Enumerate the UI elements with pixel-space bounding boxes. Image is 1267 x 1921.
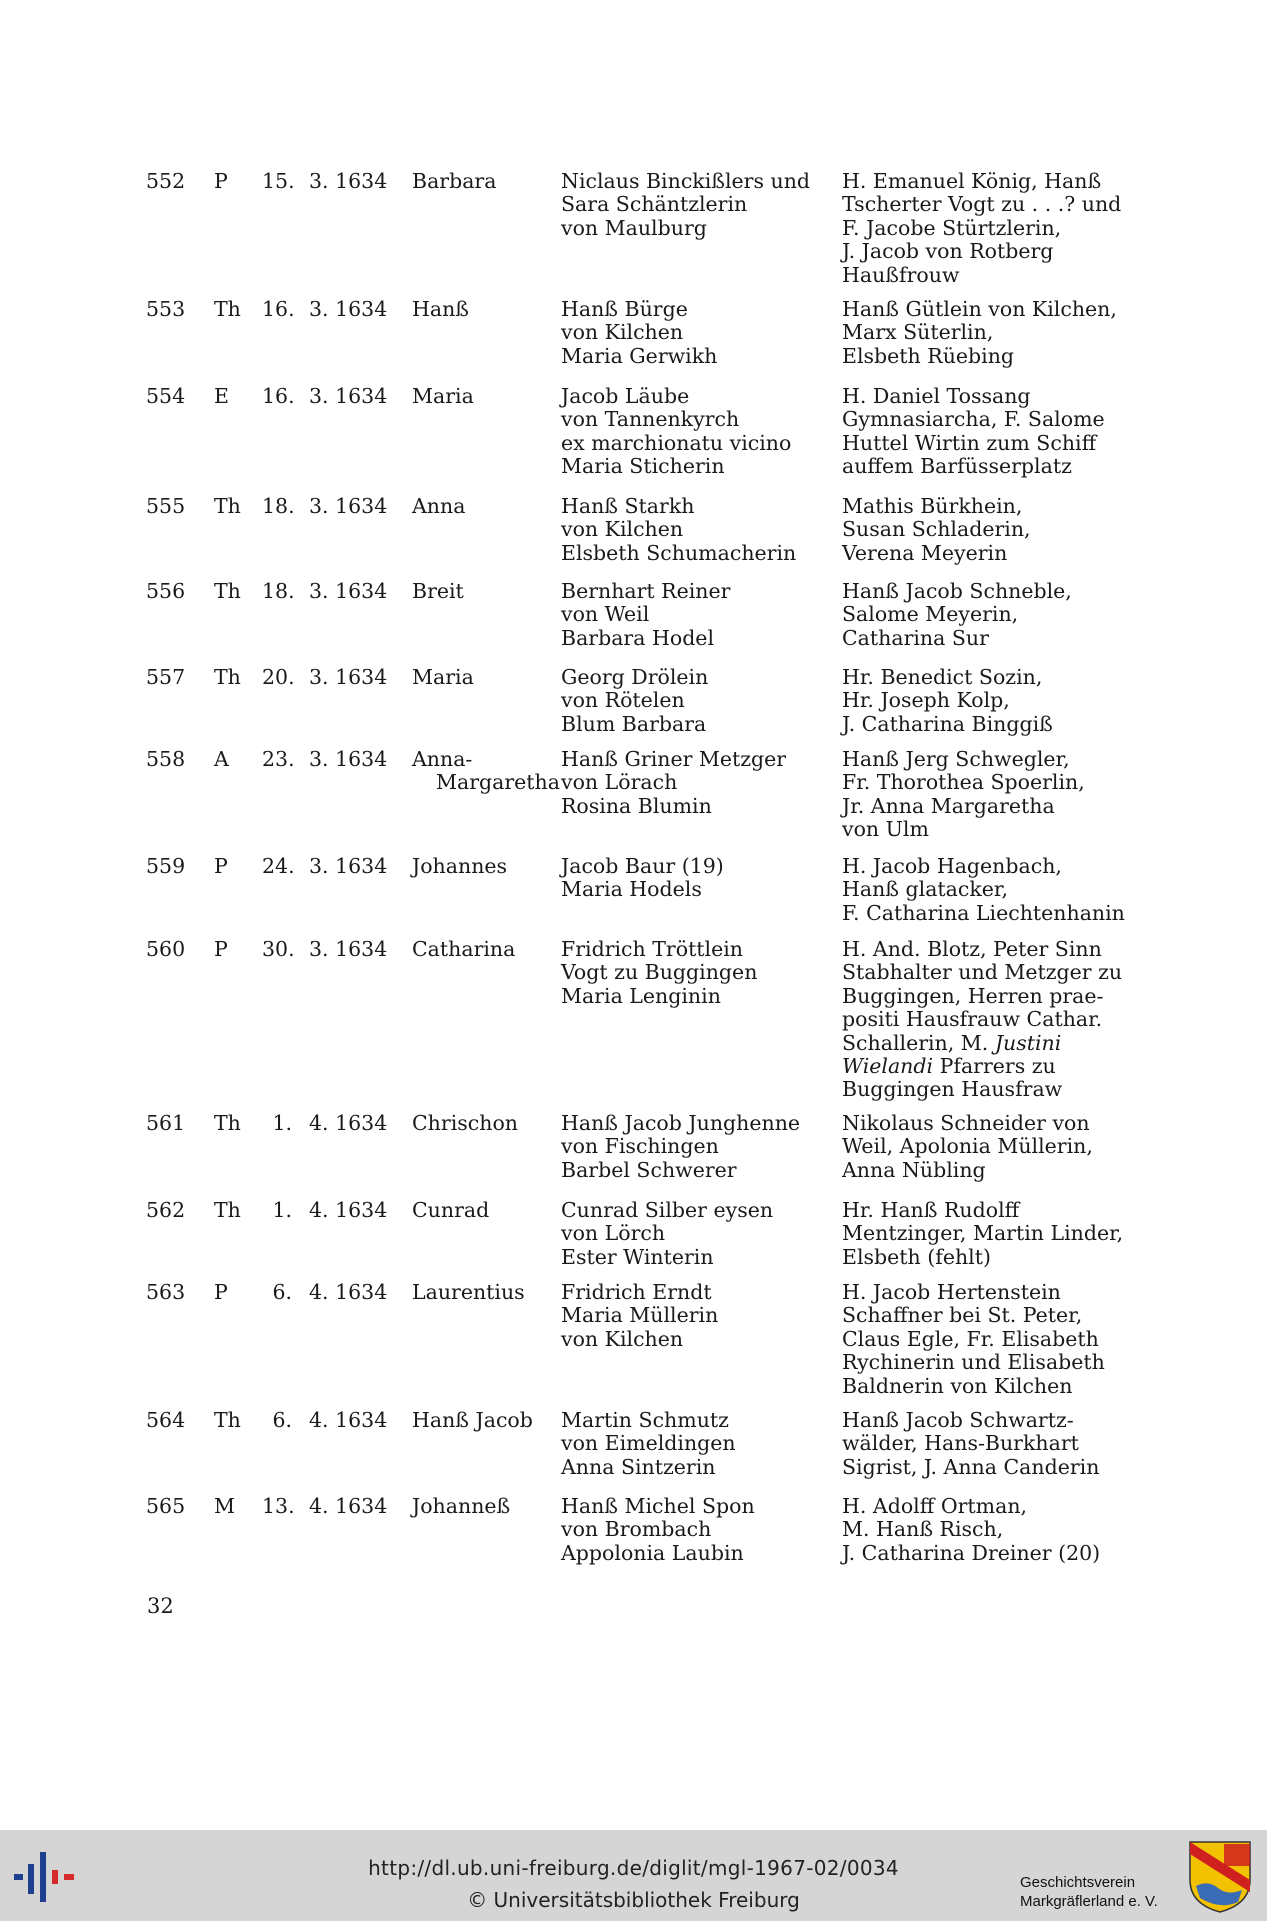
parents-list-line: von Weil [561,602,650,627]
child-name-line: Anna [412,494,466,518]
godparents-list [842,666,1053,736]
godparents-list-line: Anna Nübling [842,1157,986,1182]
parents-list-line: Hanß Starkh [561,494,695,518]
godparents-list [842,1199,1123,1269]
parents-list-line: Hanß Griner Metzger [561,747,787,771]
parents-list-line: Appolonia Laubin [561,1540,744,1565]
entry-day: 30. [262,937,295,961]
entry-number: 552 [146,169,186,193]
godparents-list-line: Hr. Hanß Rudolff [842,1198,1020,1222]
child-name-line: Margaretha [436,770,560,795]
godparents-list [842,1281,1105,1398]
parents-list [561,1495,755,1565]
child-name-line: Barbara [412,169,497,193]
child-name [412,1199,489,1222]
child-name-line: Hanß Jacob [412,1408,533,1432]
parents-list [561,748,786,818]
entry-day: 18. [262,494,295,518]
parents-list-line: Maria Sticherin [561,454,725,479]
godparents-list-line: Schallerin, M. Justini [842,1030,1062,1055]
entry-number: 556 [146,579,186,603]
parents-list-line: Hanß Michel Spon [561,1494,755,1518]
parents-list-line: Ester Winterin [561,1244,714,1269]
parents-list-line: von Maulburg [561,215,707,240]
godparents-list-line: Wielandi Pfarrers zu [842,1054,1056,1079]
godparents-list-line: Schaffner bei St. Peter, [842,1303,1083,1328]
godparents-list-line: Buggingen Hausfraw [842,1077,1063,1102]
entry-class: P [214,169,228,193]
godparents-list-line: Claus Egle, Fr. Elisabeth [842,1326,1099,1351]
parents-list-line: Maria Lenginin [561,983,721,1008]
entry-number: 555 [146,494,186,518]
entry-month-year: 3. 1634 [309,937,388,961]
godparents-list-line: positi Hausfrauw Cathar. [842,1007,1103,1032]
parents-list-line: Georg Drölein [561,665,709,689]
godparents-list-line: Hanß Jacob Schwartz- [842,1408,1074,1432]
entry-class: P [214,854,228,878]
entry-month-year: 3. 1634 [309,494,388,518]
parents-list-line: von Kilchen [561,1326,684,1351]
parents-list-line: Rosina Blumin [561,793,712,818]
godparents-list-line: H. Jacob Hertenstein [842,1280,1061,1304]
child-name-line: Laurentius [412,1280,525,1304]
parents-list [561,1409,736,1479]
markgraeflerland-crest-icon [1188,1840,1252,1914]
parents-list-line: Maria Müllerin [561,1303,719,1328]
parents-list-line: von Lörach [561,770,678,795]
parents-list-line: Elsbeth Schumacherin [561,540,797,565]
entry-class: Th [214,665,241,689]
child-name-line: Anna- [412,747,473,771]
godparents-list-line: H. Emanuel König, Hanß [842,169,1102,193]
entry-day: 20. [262,665,295,689]
entry-number: 563 [146,1280,186,1304]
entry-month-year: 4. 1634 [309,1408,388,1432]
entry-number: 553 [146,297,186,321]
parents-list-line: ex marchionatu vicino [561,430,792,455]
godparents-list-line: Verena Meyerin [842,540,1008,565]
child-name [412,298,469,321]
parents-list-line: von Tannenkyrch [561,407,740,432]
godparents-list-line: Weil, Apolonia Müllerin, [842,1134,1093,1159]
child-name-line: Breit [412,579,464,603]
entry-month-year: 3. 1634 [309,169,388,193]
entry-class: A [214,747,229,771]
entry-class: Th [214,1111,241,1135]
entry-month-year: 4. 1634 [309,1111,388,1135]
godparents-list-line: auffem Barfüsserplatz [842,454,1072,479]
entry-day: 23. [262,747,295,771]
parents-list [561,1112,800,1182]
parents-list-line: Hanß Bürge [561,297,688,321]
parents-list [561,1281,718,1351]
parents-list-line: Maria Gerwikh [561,343,718,368]
entry-month-year: 3. 1634 [309,579,388,603]
child-name-line: Maria [412,665,474,689]
parents-list [561,385,791,479]
godparents-list-line: H. Jacob Hagenbach, [842,854,1062,878]
godparents-list-line: Buggingen, Herren prae- [842,983,1104,1008]
child-name [412,1495,510,1518]
entry-class: Th [214,579,241,603]
godparents-list [842,938,1122,1102]
godparents-list [842,495,1031,565]
parents-list-line: Anna Sintzerin [561,1454,716,1479]
source-url-link[interactable]: http://dl.ub.uni-freiburg.de/diglit/mgl-1967-02/0034 [368,1856,899,1880]
child-name-line: Chrischon [412,1111,518,1135]
entry-month-year: 3. 1634 [309,384,388,408]
entry-number: 558 [146,747,186,771]
entry-class: Th [214,494,241,518]
entry-number: 554 [146,384,186,408]
godparents-list-line: Hanß Gütlein von Kilchen, [842,297,1117,321]
godparents-list-line: Rychinerin und Elisabeth [842,1350,1105,1375]
godparents-list-line: Catharina Sur [842,625,989,650]
parents-list [561,938,757,1008]
entry-month-year: 3. 1634 [309,854,388,878]
godparents-list-line: H. Adolff Ortman, [842,1494,1028,1518]
godparents-list-line: M. Hanß Risch, [842,1517,1004,1542]
entry-class: Th [214,297,241,321]
child-name-line: Cunrad [412,1198,490,1222]
parents-list-line: von Fischingen [561,1134,719,1159]
godparents-list-line: Hr. Benedict Sozin, [842,665,1043,689]
godparents-list-line: J. Catharina Binggiß [842,711,1053,736]
entry-number: 562 [146,1198,186,1222]
entry-class: E [214,384,229,408]
godparents-list-line: Mathis Bürkhein, [842,494,1023,518]
page-number: 32 [147,1594,174,1618]
parents-list-line: Sara Schäntzlerin [561,192,748,217]
entry-day: 16. [262,297,295,321]
entry-number: 565 [146,1494,186,1518]
parents-list [561,298,717,368]
entry-day: 6. [272,1408,292,1432]
parents-list-line: Martin Schmutz [561,1408,729,1432]
parents-list-line: Maria Hodels [561,877,702,902]
parents-list [561,580,730,650]
entry-number: 560 [146,937,186,961]
godparents-list-line: H. And. Blotz, Peter Sinn [842,937,1102,961]
parents-list [561,1199,773,1269]
godparents-list-line: Marx Süterlin, [842,320,994,345]
parents-list-line: Jacob Baur (19) [561,854,724,878]
footer-bar [0,1830,1267,1921]
godparents-list-line: J. Jacob von Rotberg [842,239,1054,264]
copyright-text: © Universitätsbibliothek Freiburg [467,1888,800,1912]
child-name-line: Catharina [412,937,516,961]
entry-day: 18. [262,579,295,603]
child-name [412,666,474,689]
godparents-list-line: F. Jacobe Stürtzlerin, [842,215,1062,240]
child-name-line: Johanneß [412,1494,511,1518]
godparents-list-line: Hr. Joseph Kolp, [842,688,1010,713]
entry-month-year: 3. 1634 [309,297,388,321]
godparents-list-line: Elsbeth Rüebing [842,343,1015,368]
entry-day: 15. [262,169,295,193]
child-name [412,855,507,878]
parents-list-line: Cunrad Silber eysen [561,1198,774,1222]
child-name [412,1281,525,1304]
godparents-list-line: Fr. Thorothea Spoerlin, [842,770,1085,795]
godparents-list-line: Haußfrouw [842,262,960,287]
parents-list-line: Jacob Läube [561,384,690,408]
parents-list-line: Fridrich Erndt [561,1280,712,1304]
child-name [412,938,515,961]
entry-class: P [214,1280,228,1304]
entry-month-year: 3. 1634 [309,747,388,771]
parents-list [561,170,810,240]
godparents-list [842,298,1117,368]
godparents-list [842,1112,1093,1182]
entry-month-year: 4. 1634 [309,1494,388,1518]
godparents-list-line: wälder, Hans-Burkhart [842,1431,1079,1456]
parents-list [561,855,724,902]
entry-day: 13. [262,1494,295,1518]
entry-number: 559 [146,854,186,878]
entry-number: 561 [146,1111,186,1135]
society-name [1020,1873,1158,1911]
child-name-line: Maria [412,384,474,408]
entry-class: M [214,1494,235,1518]
godparents-list [842,855,1125,925]
godparents-list-line: Salome Meyerin, [842,602,1019,627]
society-name-line2: Markgräflerland e. V. [1020,1893,1158,1910]
child-name [412,385,474,408]
entry-class: P [214,937,228,961]
godparents-list-line: H. Daniel Tossang [842,384,1031,408]
entry-day: 6. [272,1280,292,1304]
child-name-line: Hanß [412,297,469,321]
entry-month-year: 3. 1634 [309,665,388,689]
child-name [412,495,465,518]
godparents-list-line: Nikolaus Schneider von [842,1111,1090,1135]
child-name [412,170,496,193]
godparents-list-line: von Ulm [842,817,929,842]
godparents-list-line: Jr. Anna Margaretha [842,793,1055,818]
entry-day: 16. [262,384,295,408]
parents-list-line: Bernhart Reiner [561,579,731,603]
child-name [412,1112,518,1135]
parents-list-line: Barbara Hodel [561,625,714,650]
parents-list-line: von Kilchen [561,320,684,345]
child-name [412,1409,533,1432]
parents-list-line: von Kilchen [561,517,684,542]
entry-number: 564 [146,1408,186,1432]
parents-list-line: Blum Barbara [561,711,707,736]
entry-number: 557 [146,665,186,689]
godparents-list [842,580,1072,650]
parents-list-line: von Brombach [561,1517,712,1542]
godparents-list-line: Hanß glatacker, [842,877,1008,902]
entry-month-year: 4. 1634 [309,1198,388,1222]
godparents-list [842,1409,1099,1479]
godparents-list [842,1495,1100,1565]
godparents-list-line: Sigrist, J. Anna Canderin [842,1454,1100,1479]
parents-list [561,666,708,736]
parents-list-line: Fridrich Tröttlein [561,937,743,961]
entry-day: 1. [272,1111,292,1135]
parents-list-line: von Eimeldingen [561,1431,736,1456]
entry-month-year: 4. 1634 [309,1280,388,1304]
entry-day: 1. [272,1198,292,1222]
parents-list-line: von Rötelen [561,688,685,713]
entry-day: 24. [262,854,295,878]
godparents-list-line: F. Catharina Liechtenhanin [842,900,1125,925]
godparents-list-line: J. Catharina Dreiner (20) [842,1540,1101,1565]
godparents-list [842,385,1105,479]
godparents-list-line: Elsbeth (fehlt) [842,1244,991,1269]
parents-list-line: Vogt zu Buggingen [561,960,758,985]
entry-class: Th [214,1198,241,1222]
godparents-list-line: Mentzinger, Martin Linder, [842,1221,1124,1246]
godparents-list-line: Hanß Jacob Schneble, [842,579,1072,603]
child-name [412,748,560,795]
parents-list-line: Barbel Schwerer [561,1157,737,1182]
godparents-list-line: Susan Schladerin, [842,517,1031,542]
godparents-list-line: Huttel Wirtin zum Schiff [842,430,1097,455]
parents-list-line: Niclaus Binckißlers und [561,169,811,193]
godparents-list-line: Tscherter Vogt zu . . .? und [842,192,1122,217]
godparents-list-line: Stabhalter und Metzger zu [842,960,1123,985]
society-name-line1: Geschichtsverein [1020,1874,1136,1891]
godparents-list-line: Gymnasiarcha, F. Salome [842,407,1105,432]
entry-class: Th [214,1408,241,1432]
parents-list-line: von Lörch [561,1221,666,1246]
child-name-line: Johannes [412,854,508,878]
godparents-list [842,170,1121,287]
parents-list [561,495,796,565]
godparents-list-line: Hanß Jerg Schwegler, [842,747,1070,771]
child-name [412,580,464,603]
godparents-list-line: Baldnerin von Kilchen [842,1373,1073,1398]
godparents-list [842,748,1085,842]
parents-list-line: Hanß Jacob Junghenne [561,1111,801,1135]
